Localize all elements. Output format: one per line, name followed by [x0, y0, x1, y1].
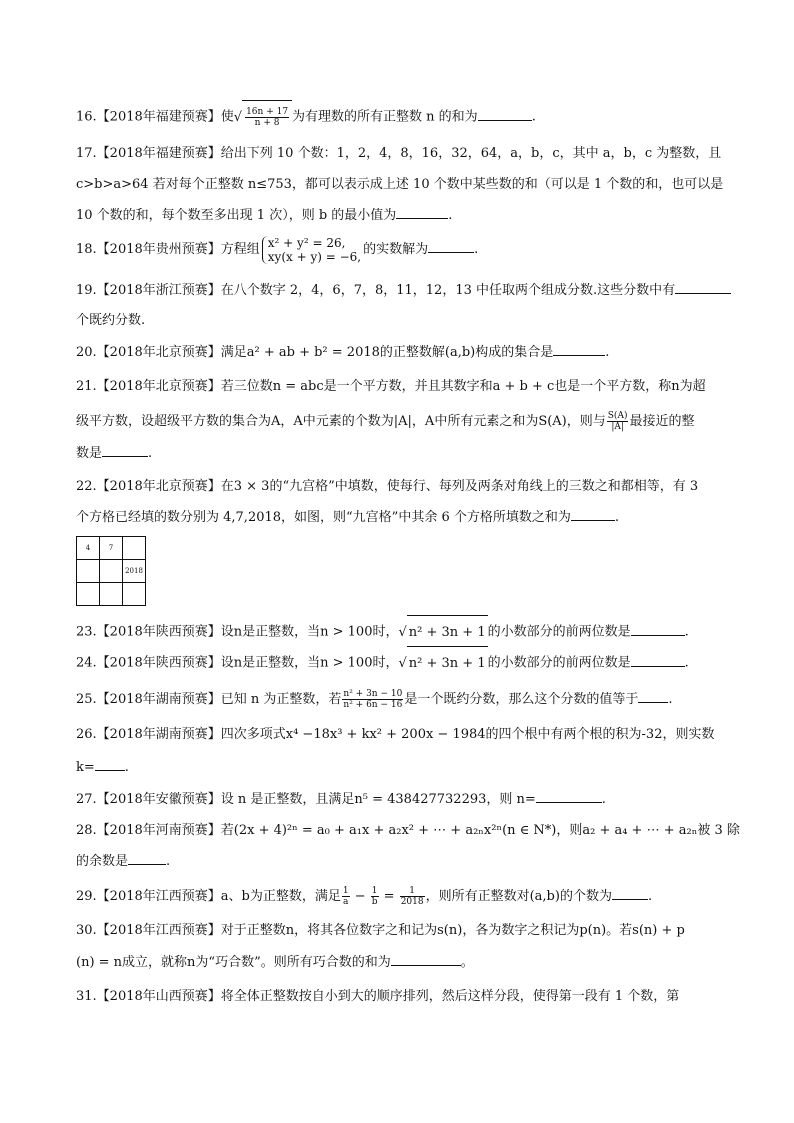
answer-blank — [675, 281, 731, 294]
problem-30-text: (n) = n成立，就称n为“巧合数”。则所有巧合数的和为 — [76, 955, 391, 970]
period: . — [605, 345, 610, 360]
frac-denominator: n² + 6n − 16 — [343, 700, 403, 710]
answer-blank — [631, 623, 685, 636]
problem-19-line2: 个既约分数. — [76, 313, 146, 328]
problem-18-text-a: 方程组 — [220, 242, 260, 257]
problem-22-text: 个方格已经填的数分别为 4,7,2018，如图，则“九宫格”中其余 6 个方格所填数之和为 — [76, 510, 571, 525]
period: . — [448, 208, 453, 223]
answer-blank — [102, 444, 148, 457]
answer-blank — [536, 790, 602, 803]
sqrt-expression: √ n² + 3n + 1 — [398, 615, 487, 649]
problem-21-text-c: 数是 — [76, 446, 103, 461]
answer-blank — [391, 953, 461, 966]
problem-26-text: k= — [76, 760, 95, 775]
period: 。 — [460, 955, 474, 970]
nine-grid-figure — [76, 536, 146, 606]
problem-23-text-b: 的小数部分的前两位数是 — [487, 624, 631, 640]
equation-system — [262, 236, 361, 264]
frac-denominator: n + 8 — [254, 118, 280, 128]
problem-22-line1: 22.【2018年北京预赛】在3 × 3的“九宫格”中填数，使每行、每列及两条对角线上的三数之和都相等，有 3 — [76, 479, 699, 494]
problem-18-text-b: 的实数解为 — [363, 242, 429, 257]
answer-blank — [95, 758, 125, 771]
problem-20 — [76, 336, 726, 369]
grid-cell: 2018 — [123, 560, 146, 583]
grid-cell — [77, 560, 100, 583]
problem-17-line3 — [76, 199, 726, 232]
problem-23-text-a: 23.【2018年陕西预赛】设n是正整数，当n > 100时， — [76, 624, 399, 640]
frac-denominator: |A| — [611, 422, 624, 432]
problem-18 — [76, 233, 726, 266]
minus-sign: − — [350, 889, 370, 904]
problem-25 — [76, 683, 726, 716]
problem-22-line2 — [76, 501, 726, 534]
fraction — [607, 411, 629, 432]
fraction-2 — [371, 886, 379, 907]
problem-27 — [76, 783, 726, 816]
answer-blank — [553, 343, 605, 356]
answer-blank — [128, 852, 166, 865]
problem-28-line2 — [76, 845, 726, 878]
problem-31: 31.【2018年山西预赛】将全体正整数按自小到大的顺序排列，然后这样分段，使得第一段有 1 个数，第 — [76, 989, 680, 1004]
equation-2: xy(x + y) = −6, — [267, 249, 362, 264]
grid-cell — [100, 583, 123, 606]
problem-23 — [76, 615, 726, 649]
period: . — [684, 624, 689, 640]
grid-cell — [123, 583, 146, 606]
problem-20-text: 20.【2018年北京预赛】满足a² + ab + b² = 2018的正整数解(a,b)构成的集合是 — [76, 345, 554, 360]
period: . — [601, 792, 606, 807]
problem-25-text-a: 25.【2018年湖南预赛】已知 n 为正整数，若 — [76, 692, 342, 707]
answer-blank — [428, 240, 474, 253]
grid-cell — [77, 583, 100, 606]
problem-16-text-b: 为有理数的所有正整数 n 的和为 — [292, 109, 478, 125]
frac-denominator: 2018 — [400, 897, 424, 907]
problem-29-text-b: ，则所有正整数对(a,b)的个数为 — [425, 889, 612, 904]
answer-blank — [638, 690, 668, 703]
frac-numerator: 16n + 17 — [246, 107, 289, 117]
problem-24 — [76, 646, 726, 680]
period: . — [474, 242, 479, 257]
radicand: n² + 3n + 1 — [407, 615, 488, 649]
problem-18-source: 18.【2018年贵州预赛】 — [76, 242, 221, 257]
answer-blank — [631, 654, 685, 667]
grid-cell — [123, 537, 146, 560]
equation-1: x² + y² = 26, — [267, 235, 346, 250]
period: . — [124, 760, 129, 775]
frac-numerator: 1 — [342, 886, 349, 896]
problem-21-line2 — [76, 405, 726, 438]
problem-21-text-a: 级平方数，设超级平方数的集合为A，A中元素的个数为|A|，A中所有元素之和为S(A)，则与 — [76, 414, 606, 429]
grid-cell: 4 — [77, 537, 100, 560]
period: . — [148, 446, 153, 461]
period: . — [531, 109, 536, 125]
frac-numerator: 1 — [371, 886, 378, 896]
problem-27-text: 27.【2018年安徽预赛】设 n 是正整数，且满足n⁵ = 438427732293，则 n= — [76, 792, 536, 807]
frac-numerator: S(A) — [607, 411, 628, 421]
problem-21-line1: 21.【2018年北京预赛】若三位数n = abc是一个平方数，并且其数字和a + b + c也是一个平方数，称n为超 — [76, 379, 706, 394]
period: . — [684, 655, 689, 671]
grid-cell: 7 — [100, 537, 123, 560]
fraction-1 — [342, 886, 350, 907]
problem-28-line1: 28.【2018年河南预赛】若(2x + 4)²ⁿ = a₀ + a₁x + a₂x² + ⋯ + a₂ₙx²ⁿ(n ∈ N*)，则a₂ + a₄ + ⋯ + a₂ₙ被 3 除 — [76, 823, 740, 838]
problem-26-line1: 26.【2018年湖南预赛】四次多项式x⁴ −18x³ + kx² + 200x − 1984的四个根中有两个根的积为-32，则实数 — [76, 727, 715, 742]
frac-denominator: a — [343, 897, 349, 907]
grid-cell — [100, 560, 123, 583]
problem-17-line2: c>b>a>64 若对每个正整数 n≤753，都可以表示成上述 10 个数中某些数的和（可以是 1 个数的和，也可以是 — [76, 177, 724, 192]
answer-blank — [396, 206, 448, 219]
problem-17-line1: 17.【2018年福建预赛】给出下列 10 个数：1，2，4，8，16，32，64，a，b，c，其中 a，b，c 为整数，且 — [76, 146, 722, 161]
problem-17-text: 10 个数的和，每个数至多出现 1 次），则 b 的最小值为 — [76, 208, 397, 223]
problem-28-text: 的余数是 — [76, 854, 129, 869]
answer-blank — [478, 108, 532, 121]
problem-29-text-a: 29.【2018年江西预赛】a、b为正整数，满足 — [76, 889, 341, 904]
fraction — [342, 689, 403, 710]
radicand: n² + 3n + 1 — [407, 646, 488, 680]
frac-denominator: b — [371, 897, 378, 907]
fraction-3 — [400, 886, 425, 907]
frac-numerator: 1 — [400, 886, 425, 897]
problem-19-text: 19.【2018年浙江预赛】在八个数字 2，4，6，7，8，11，12，13 中任取两个组成分数.这些分数中有 — [76, 283, 676, 298]
equals-sign: = — [379, 889, 399, 904]
problem-24-text-b: 的小数部分的前两位数是 — [487, 655, 631, 671]
sqrt-expression: √ n² + 3n + 1 — [398, 646, 487, 680]
problem-25-text-b: 是一个既约分数，那么这个分数的值等于 — [404, 692, 639, 707]
problem-16-source: 16.【2018年福建预赛】 — [76, 109, 221, 125]
answer-blank — [571, 508, 615, 521]
problem-29 — [76, 880, 726, 913]
problem-26-line2 — [76, 751, 726, 784]
problem-19-line1 — [76, 274, 726, 307]
problem-16 — [76, 100, 726, 134]
period: . — [614, 510, 619, 525]
problem-21-text-b: 最接近的整 — [629, 414, 695, 429]
period: . — [647, 889, 653, 904]
answer-blank — [612, 887, 648, 900]
period: . — [668, 692, 673, 707]
period: . — [166, 854, 171, 869]
problem-30-line1: 30.【2018年江西预赛】对于正整数n，将其各位数字之和记为s(n)，各为数字之积记为p(n)。若s(n) + p — [76, 923, 685, 938]
problem-21-line3 — [76, 437, 726, 470]
sqrt-expression: √ $\frac{16n + 17}{n + 8}$ — [234, 100, 292, 134]
problem-30-line2 — [76, 946, 726, 979]
problem-24-text-a: 24.【2018年陕西预赛】设n是正整数，当n > 100时， — [76, 655, 399, 671]
frac-numerator: n² + 3n − 10 — [343, 689, 403, 699]
problem-16-text-a: 使 — [220, 109, 234, 125]
